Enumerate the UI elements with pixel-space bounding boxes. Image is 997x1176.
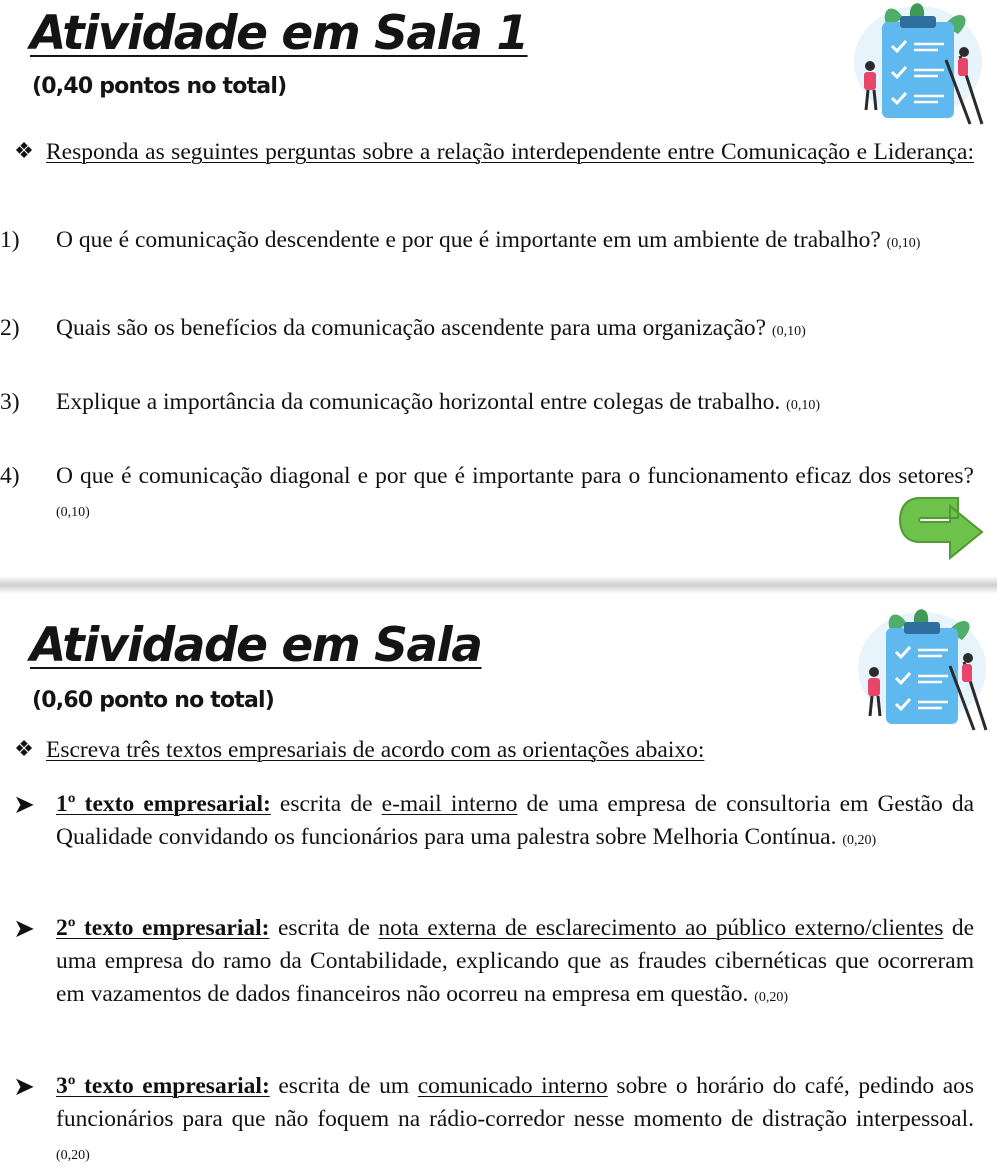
section-title: Atividade em Sala (30, 618, 482, 673)
question-text-block (56, 460, 974, 529)
question-text-block (56, 224, 974, 260)
question-text: O que é comunicação diagonal e por que é importante para o funcionamento eficaz dos setores? (56, 463, 974, 489)
task-highlight: e-mail interno (381, 791, 518, 817)
task-text-block (56, 912, 974, 1014)
task-text: de uma empresa do ramo da Contabilidade, explicando que as fraudes cibernéticas que ocorreram em vazamentos de dados financeiros não ocorreu na empresa em questão. (56, 915, 974, 1007)
clipboard-checklist-icon (848, 0, 988, 130)
question-score: (0,10) (886, 236, 921, 251)
task-text-block (56, 1070, 974, 1172)
question-text-block (56, 386, 974, 422)
return-arrow-icon (896, 490, 984, 562)
section-intro: Responda as seguintes perguntas sobre a relação interdependente entre Comunicação e Liderança: (46, 139, 974, 165)
activity-section-1 (0, 0, 997, 580)
activity-section-2 (0, 594, 997, 1176)
task-label: 1º texto empresarial: (56, 791, 271, 817)
task-text-block (56, 788, 974, 857)
section-points: (0,40 pontos no total) (32, 74, 287, 99)
task-score: (0,20) (754, 990, 789, 1005)
section-title: Atividade em Sala 1 (30, 6, 528, 61)
question-score: (0,10) (772, 324, 806, 339)
diamond-bullet-icon: ❖ (14, 736, 34, 761)
task-label: 2º texto empresarial: (56, 915, 270, 941)
task-pre: escrita de um (278, 1073, 410, 1099)
question-number: 2) (0, 315, 20, 341)
question-score: (0,10) (786, 398, 820, 413)
arrowhead-bullet-icon: ➤ (13, 1072, 35, 1101)
question-number: 4) (0, 463, 20, 489)
task-score: (0,20) (842, 833, 877, 848)
question-number: 3) (0, 389, 20, 415)
question-text-block (56, 312, 974, 348)
question-number: 1) (0, 227, 20, 253)
task-text: sobre o horário do café, pedindo aos funcionários para que não foquem na rádio-corredor nesse momento de distração interpessoal. (56, 1073, 975, 1132)
diamond-bullet-icon: ❖ (14, 138, 34, 163)
page-divider (0, 576, 997, 594)
question-text: O que é comunicação descendente e por que é importante em um ambiente de trabalho? (56, 227, 881, 253)
task-text: de uma empresa de consultoria em Gestão da Qualidade convidando os funcionários para uma palestra sobre Melhoria Contínua. (56, 791, 975, 850)
task-score: (0,20) (56, 1148, 90, 1163)
question-text: Quais são os benefícios da comunicação ascendente para uma organização? (56, 315, 767, 341)
clipboard-checklist-icon (852, 606, 992, 736)
question-text: Explique a importância da comunicação horizontal entre colegas de trabalho. (56, 389, 781, 415)
task-pre: escrita de (277, 915, 370, 941)
task-label: 3º texto empresarial: (56, 1073, 270, 1099)
section-points: (0,60 ponto no total) (32, 688, 275, 713)
task-highlight: nota externa de esclarecimento ao público externo/clientes (378, 915, 944, 941)
task-highlight: comunicado interno (417, 1073, 608, 1099)
section-intro: Escreva três textos empresariais de acordo com as orientações abaixo: (46, 737, 705, 763)
question-score: (0,10) (56, 505, 90, 520)
task-pre: escrita de (279, 791, 373, 817)
arrowhead-bullet-icon: ➤ (13, 914, 35, 943)
arrowhead-bullet-icon: ➤ (13, 790, 35, 819)
